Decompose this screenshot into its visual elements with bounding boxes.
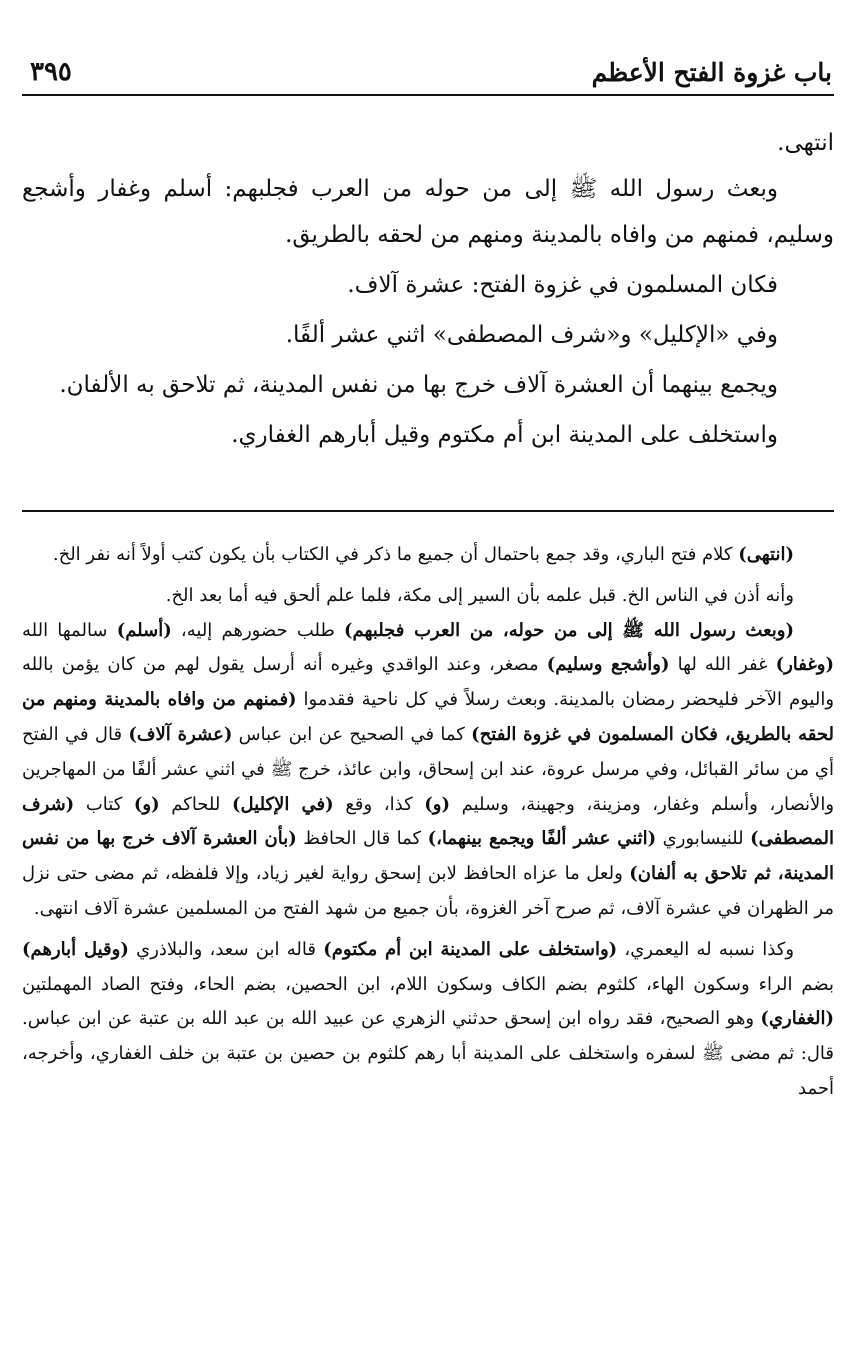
- page-number: ٣٩٥: [30, 57, 72, 87]
- quoted-phrase: (في الإكليل): [232, 793, 334, 815]
- note-text: قاله ابن سعد، والبلاذري: [128, 938, 324, 960]
- note-text: كما قال الحافظ: [296, 828, 428, 850]
- quoted-phrase: (واستخلف على المدينة ابن أم مكتوم): [323, 938, 618, 960]
- quoted-phrase: (بأن العشرة آلاف خرج بها من نفس المدينة، ثم تلاحق به ألفان): [22, 828, 834, 885]
- main-paragraph-1: انتهى.: [777, 130, 834, 156]
- note-paragraph-1: [22, 538, 834, 573]
- note-text: طلب حضورهم إليه،: [171, 619, 344, 641]
- quoted-phrase: (وقيل أبارهم): [22, 938, 129, 960]
- note-text: غفر الله لها: [669, 654, 776, 676]
- main-paragraph-5: ويجمع بينهما أن العشرة آلاف خرج بها من نفس المدينة، ثم تلاحق به الألفان.: [59, 372, 778, 398]
- chapter-title: باب غزوة الفتح الأعظم: [591, 57, 832, 87]
- quoted-phrase: (و): [424, 793, 451, 815]
- main-paragraph-4: وفي «الإكليل» و«شرف المصطفى» اثني عشر ألفًا.: [285, 322, 778, 348]
- main-text: [22, 120, 834, 458]
- note-text: وكذا نسبه له اليعمري،: [617, 938, 795, 960]
- note-text: سالمها الله: [22, 619, 117, 641]
- commentary-notes: [22, 538, 834, 1107]
- quoted-phrase: (انتهى): [738, 544, 794, 565]
- note-text: للحاكم: [159, 793, 232, 815]
- quoted-phrase: (شرف المصطفى): [22, 793, 834, 850]
- note-text: مصغر، وعند الواقدي وغيره أنه أرسل يقول لهم من كان يؤمن بالله واليوم الآخر فليحضر رمضان بالمدينة. وبعث رسلاً في كل ناحية فقدموا: [22, 654, 835, 711]
- note-paragraph-3: [22, 614, 834, 927]
- note-text: بضم الراء وسكون الهاء، كلثوم بضم الكاف وسكون اللام، ابن الحصين، بضم الحاء، وفتح الصاد المهملتين: [22, 973, 834, 995]
- note-text: كذا، وقع: [333, 793, 425, 815]
- note-text: قال في الفتح أي من سائر القبائل، وفي مرسل عروة، عند ابن إسحاق، وابن عائذ، خرج ﷺ في اثني عشر ألفًا من المهاجرين والأنصار، وأسلم وغفار، ومزينة، وجهينة، وسليم: [22, 723, 835, 815]
- main-paragraph-3: فكان المسلمون في غزوة الفتح: عشرة آلاف.: [347, 272, 778, 298]
- page-header: [22, 50, 834, 96]
- quoted-phrase: (وبعث رسول الله ﷺ إلى من حوله، من العرب فجلبهم): [343, 619, 795, 641]
- quoted-phrase: (وغفار): [775, 654, 834, 676]
- quoted-phrase: (أسلم): [116, 619, 172, 641]
- main-paragraph-2: وبعث رسول الله ﷺ إلى من حوله من العرب فجلبهم: أسلم وغفار وأشجع وسليم، فمنهم من وافاه بالمدينة ومنهم من لحقه بالطريق.: [22, 176, 834, 248]
- quoted-phrase: (و): [133, 793, 160, 815]
- footnote-divider: [22, 510, 834, 512]
- note-text: ولعل ما عزاه الحافظ لابن إسحق رواية لغير زياد، وإلا فلفظه، ثم مضى حتى نزل مر الظهران في عشرة آلاف، ثم صرح آخر الغزوة، بأن جميع من شهد الفتح من المسلمين عشرة آلاف انتهى.: [22, 863, 834, 919]
- note-text: كتاب: [74, 793, 134, 815]
- quoted-phrase: (الغفاري): [760, 1008, 834, 1030]
- quoted-phrase: (عشرة آلاف): [128, 723, 233, 745]
- note-paragraph-2: وأنه أذن في الناس الخ. قبل علمه بأن السير إلى مكة، فلما علم ألحق فيه أما بعد الخ.: [165, 584, 794, 606]
- note-text: وهو الصحيح، فقد رواه ابن إسحق حدثني الزهري عن عبيد الله بن عبد الله بن عتبة عن ابن عباس. قال: ثم مضى ﷺ لسفره واستخلف على المدينة أبا رهم كلثوم بن حصين بن عتبة بن خلف الغفاري، وأخرجه، أحمد: [22, 1008, 834, 1099]
- note-text: كما في الصحيح عن ابن عباس: [232, 723, 472, 745]
- note-text: للنيسابوري: [656, 828, 751, 850]
- quoted-phrase: (فمنهم من وافاه بالمدينة ومنهم من لحقه بالطريق، فكان المسلمون في غزوة الفتح): [22, 689, 834, 745]
- note-paragraph-4: [22, 933, 834, 1107]
- main-paragraph-6: واستخلف على المدينة ابن أم مكتوم وقيل أبارهم الغفاري.: [231, 422, 778, 448]
- quoted-phrase: (وأشجع وسليم): [546, 654, 670, 676]
- quoted-phrase: (اثني عشر ألفًا ويجمع بينهما،): [427, 828, 657, 850]
- note-text: كلام فتح الباري، وقد جمع باحتمال أن جميع ما ذكر في الكتاب بأن يكون كتب أولاً أنه نفر الخ.: [52, 544, 739, 565]
